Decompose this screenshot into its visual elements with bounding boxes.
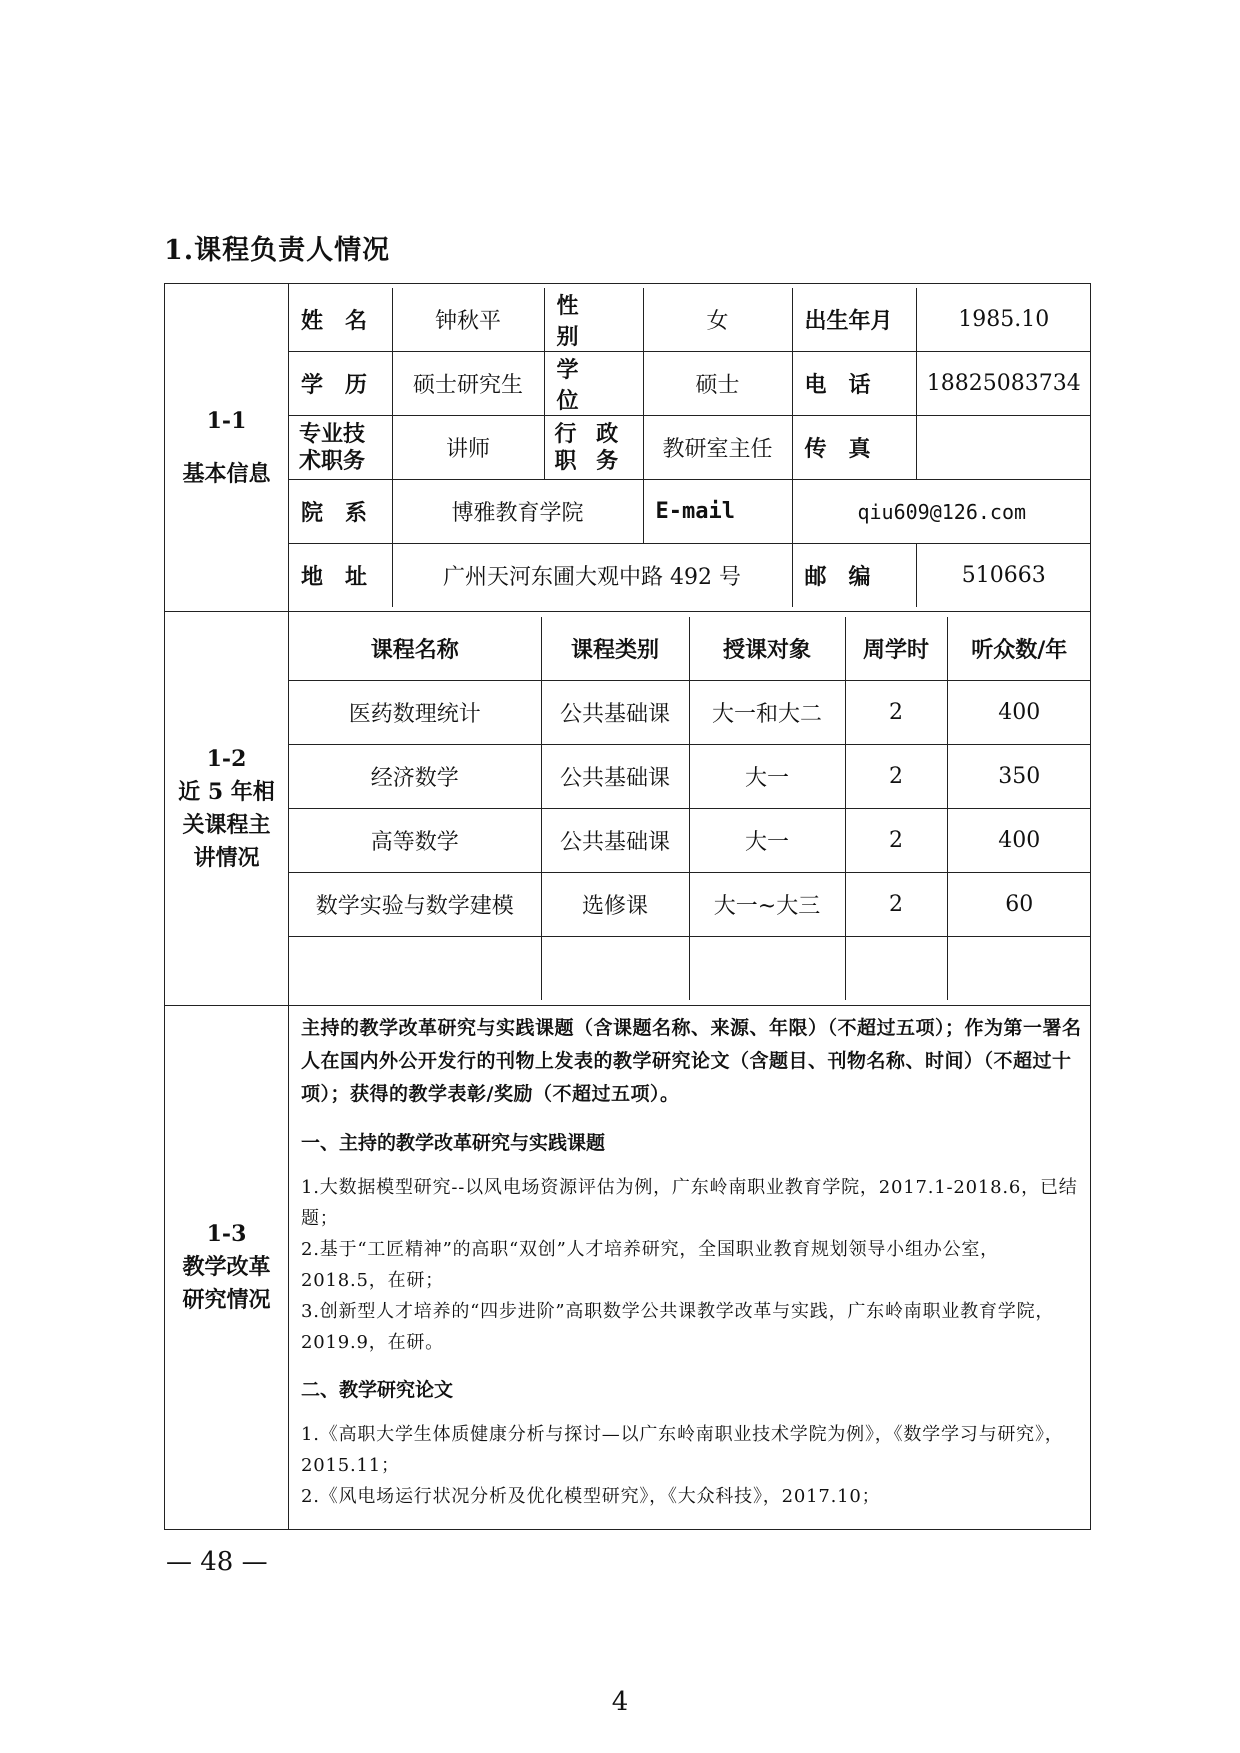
- phone-label: 电话: [792, 352, 916, 416]
- admin-title-label: [544, 416, 643, 480]
- research-section1-title: 一、主持的教学改革研究与实践课题: [301, 1132, 606, 1154]
- gender-label: 性别: [544, 288, 643, 352]
- basic-info-num: 1-1: [206, 407, 247, 434]
- courses-label-line3: 讲情况: [193, 844, 260, 871]
- department-value: 博雅教育学院: [392, 480, 643, 544]
- professional-title-line1: 专业技: [299, 420, 366, 447]
- birth-value: 1985.10: [916, 288, 1091, 352]
- fax-label: 传真: [792, 416, 916, 480]
- course-type: 公共基础课: [541, 681, 689, 745]
- list-item: 1.大数据模型研究--以风电场资源评估为例，广东岭南职业教育学院，2017.1-2018.6，已结题；: [301, 1177, 1078, 1229]
- degree-label: 学位: [544, 352, 643, 416]
- professional-title-value: 讲师: [392, 416, 544, 480]
- courses-header-row: [289, 617, 1091, 681]
- course-listeners: 400: [947, 681, 1091, 745]
- course-hours: 2: [845, 873, 947, 937]
- course-listeners: [947, 937, 1091, 1001]
- course-audience: 大一: [689, 745, 845, 809]
- research-content: [289, 1006, 1091, 1530]
- admin-title-line1: 行 政: [554, 420, 625, 447]
- professional-title-label: [289, 416, 392, 480]
- table-row: [289, 809, 1091, 873]
- course-name: [289, 937, 541, 1001]
- list-item: 3.创新型人才培养的“四步进阶”高职数学公共课教学改革与实践，广东岭南职业教育学院，2019.9，在研。: [301, 1301, 1055, 1353]
- course-listeners: 400: [947, 809, 1091, 873]
- course-hours: [845, 937, 947, 1001]
- admin-title-value: 教研室主任: [643, 416, 792, 480]
- courses-label-line1: 近 5 年相: [178, 778, 275, 805]
- name-label: 姓名: [289, 288, 392, 352]
- email-value: qiu609@126.com: [792, 480, 1091, 544]
- zip-label: 邮编: [792, 544, 916, 608]
- course-type: [541, 937, 689, 1001]
- course-leader-form: [164, 283, 1091, 1530]
- course-audience: [689, 937, 845, 1001]
- table-row: [289, 937, 1091, 1001]
- header-weekly-hours: 周学时: [845, 617, 947, 681]
- gender-value: 女: [643, 288, 792, 352]
- course-audience: 大一: [689, 809, 845, 873]
- address-label: 地址: [289, 544, 392, 608]
- basic-info-table: [289, 288, 1091, 607]
- course-name: 医药数理统计: [289, 681, 541, 745]
- degree-value: 硕士: [643, 352, 792, 416]
- course-audience: 大一~大三: [689, 873, 845, 937]
- table-row: [289, 745, 1091, 809]
- course-audience: 大一和大二: [689, 681, 845, 745]
- professional-title-line2: 术职务: [299, 447, 366, 474]
- education-value: 硕士研究生: [392, 352, 544, 416]
- header-listeners: 听众数/年: [947, 617, 1091, 681]
- research-section2-title: 二、教学研究论文: [301, 1379, 454, 1401]
- course-type: 公共基础课: [541, 809, 689, 873]
- course-name: 数学实验与数学建模: [289, 873, 541, 937]
- address-value: 广州天河东圃大观中路 492 号: [392, 544, 792, 608]
- name-value: 钟秋平: [392, 288, 544, 352]
- fax-value: [916, 416, 1091, 480]
- courses-label: [165, 612, 289, 1006]
- courses-label-num: 1-2: [206, 745, 247, 772]
- course-hours: 2: [845, 809, 947, 873]
- list-item: 1.《高职大学生体质健康分析与探讨—以广东岭南职业技术学院为例》，《数学学习与研究》，2015.11；: [301, 1424, 1064, 1476]
- course-type: 公共基础课: [541, 745, 689, 809]
- research-label-line1: 教学改革: [182, 1254, 271, 1280]
- course-hours: 2: [845, 745, 947, 809]
- education-label: 学历: [289, 352, 392, 416]
- birth-label: 出生年月: [792, 288, 916, 352]
- phone-value: 18825083734: [916, 352, 1091, 416]
- course-name: 高等数学: [289, 809, 541, 873]
- header-audience: 授课对象: [689, 617, 845, 681]
- basic-info-label: [165, 284, 289, 612]
- table-row: [289, 873, 1091, 937]
- department-label: 院系: [289, 480, 392, 544]
- courses-table: [289, 617, 1091, 1000]
- research-label-num: 1-3: [206, 1221, 247, 1247]
- header-course-name: 课程名称: [289, 617, 541, 681]
- course-listeners: 350: [947, 745, 1091, 809]
- source-page-number: — 48 —: [166, 1547, 268, 1577]
- section-title: 1.课程负责人情况: [164, 235, 391, 266]
- header-course-type: 课程类别: [541, 617, 689, 681]
- course-listeners: 60: [947, 873, 1091, 937]
- list-item: 2.《风电场运行状况分析及优化模型研究》，《大众科技》，2017.10；: [301, 1486, 881, 1507]
- course-name: 经济数学: [289, 745, 541, 809]
- zip-value: 510663: [916, 544, 1091, 608]
- courses-label-line2: 关课程主: [182, 811, 271, 838]
- research-intro: 主持的教学改革研究与实践课题（含课题名称、来源、年限）（不超过五项）；作为第一署名人在国内外公开发行的刊物上发表的教学研究论文（含题目、刊物名称、时间）（不超过十项）；获得的教学表彰/奖励（不超过五项）。: [301, 1017, 1082, 1105]
- table-row: [289, 681, 1091, 745]
- research-label-line2: 研究情况: [182, 1287, 271, 1313]
- list-item: 2.基于“工匠精神”的高职“双创”人才培养研究，全国职业教育规划领导小组办公室，2018.5，在研；: [301, 1239, 999, 1291]
- basic-info-text: 基本信息: [182, 460, 271, 487]
- course-hours: 2: [845, 681, 947, 745]
- course-type: 选修课: [541, 873, 689, 937]
- page-number: 4: [611, 1687, 629, 1717]
- email-label: E-mail: [643, 480, 792, 544]
- admin-title-line2: 职 务: [554, 447, 625, 474]
- research-label: [165, 1006, 289, 1530]
